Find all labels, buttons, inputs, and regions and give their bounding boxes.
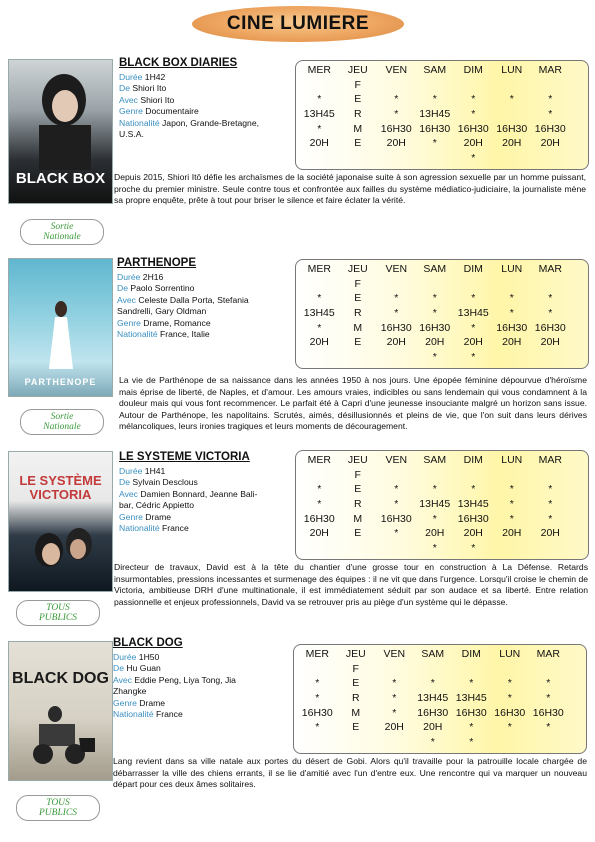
showtime-cell (377, 468, 416, 483)
showtime-cell: 20H (386, 137, 406, 150)
showtime-cell: * (432, 350, 437, 363)
showtime-cell: * (392, 706, 397, 719)
film-synopsis: Depuis 2015, Shiori Itō défie les archaïsmes de la société japonaise suite à son agression sexuelle par un homme puissant, proche du premier ministre. Seule contre tous et confrontée aux failles du système médiatico-judiciaire, la journaliste mène sa propre enquête, prête à tout pour briser le silence et faire éclater la vérité. (114, 172, 586, 206)
showtime-cell (454, 78, 493, 93)
showtime-cell: F (354, 78, 361, 91)
showtime-cell: * (432, 512, 437, 525)
schedule-row (298, 691, 568, 706)
showtime-cell: 16H30 (380, 512, 412, 525)
day-header: DIM (463, 454, 483, 467)
film-info: Durée 1H50 De Hu Guan Avec Eddie Peng, Liya Tong, Jia Zhangke Genre Drame Nationalité France (113, 652, 236, 720)
showtime-cell (529, 735, 568, 750)
showtime-cell: * (317, 122, 322, 135)
showtime-cell (493, 541, 532, 556)
showtime-cell: * (394, 292, 399, 305)
schedule-table (300, 453, 570, 555)
showtime-cell: E (354, 93, 362, 106)
showtime-cell (377, 78, 416, 93)
day-header: JEU (347, 263, 368, 276)
showtime-cell (416, 78, 455, 93)
showtime-cell (531, 541, 570, 556)
audience-badge: TOUS PUBLICS (16, 600, 100, 626)
showtime-cell: 20H (502, 336, 522, 349)
showtime-cell: * (469, 677, 474, 690)
showtime-cell (416, 277, 455, 292)
film-title: BLACK BOX DIARIES (119, 57, 238, 69)
showtime-cell: R (353, 498, 362, 511)
showtime-cell: 13H45 (303, 108, 335, 121)
showtime-cell: * (471, 108, 476, 121)
showtime-cell: 16H30 (532, 706, 564, 719)
showtime-cell: R (353, 108, 362, 121)
showtime-cell (493, 468, 532, 483)
day-header: MAR (538, 454, 562, 467)
showtime-cell: * (317, 498, 322, 511)
schedule-table (300, 262, 570, 364)
day-header: DIM (461, 648, 481, 661)
showtime-cell (531, 78, 570, 93)
showtime-cell: 13H45 (303, 307, 335, 320)
showtime-cell: E (354, 527, 362, 540)
showtime-cell: * (394, 527, 399, 540)
schedule-row (298, 720, 568, 735)
showtime-cell (491, 735, 530, 750)
showtime-cell: R (351, 692, 360, 705)
showtime-cell: 16H30 (380, 321, 412, 334)
day-header: SAM (423, 263, 447, 276)
showtime-cell (300, 277, 339, 292)
showtime-cell: 16H30 (534, 321, 566, 334)
showtime-cell: * (315, 677, 320, 690)
schedule-row (300, 511, 570, 526)
showtime-cell: * (317, 483, 322, 496)
rider-dog-icon (9, 642, 112, 780)
schedule-table (300, 63, 570, 165)
showtime-cell: E (354, 483, 362, 496)
showtime-cell: * (315, 692, 320, 705)
showtime-cell: M (353, 122, 363, 135)
showtime-cell: * (432, 483, 437, 496)
showtime-cell: 16H30 (496, 321, 528, 334)
showtime-cell: 16H30 (534, 122, 566, 135)
showtime-cell: 13H45 (457, 498, 489, 511)
showtime-cell: 16H30 (457, 512, 489, 525)
schedule-row (300, 306, 570, 321)
showtime-cell: F (352, 662, 359, 675)
showtime-cell: 20H (463, 527, 483, 540)
showtime-cell (452, 662, 491, 677)
schedule-box (295, 259, 589, 369)
showtime-cell: 20H (425, 527, 445, 540)
showtime-cell (377, 151, 416, 166)
showtime-cell: M (353, 512, 363, 525)
film-info: Durée 2H16 De Paolo Sorrentino Avec Celeste Dalla Porta, Stefania Sandrelli, Gary Oldman Genre Drame, Romance Nationalité France, Italie (117, 272, 249, 340)
showtime-cell (377, 350, 416, 365)
showtime-cell (377, 277, 416, 292)
showtime-cell: * (471, 321, 476, 334)
day-header: MER (307, 454, 331, 467)
showtime-cell (491, 662, 530, 677)
showtime-cell: * (317, 93, 322, 106)
showtime-cell: 16H30 (380, 122, 412, 135)
day-header: LUN (501, 454, 523, 467)
schedule-row (300, 151, 570, 166)
showtime-cell: 16H30 (455, 706, 487, 719)
showtime-cell: 20H (540, 336, 560, 349)
showtime-cell: * (430, 677, 435, 690)
schedule-header-row (300, 262, 570, 277)
showtime-cell: 20H (386, 336, 406, 349)
day-header: LUN (499, 648, 521, 661)
showtime-cell (529, 662, 568, 677)
day-header: MER (307, 263, 331, 276)
showtime-cell: * (548, 108, 553, 121)
showtime-cell (300, 541, 339, 556)
audience-badge: TOUS PUBLICS (16, 795, 100, 821)
day-header: VEN (383, 648, 406, 661)
film-info: Durée 1H41 De Sylvain Desclous Avec Damien Bonnard, Jeanne Bali- bar, Cédric Appietto Genre Drame Nationalité France (119, 466, 258, 534)
showtime-cell: E (352, 721, 360, 734)
day-header: MAR (536, 648, 560, 661)
schedule-row (300, 92, 570, 107)
showtime-cell: 16H30 (494, 706, 526, 719)
schedule-header-row (300, 453, 570, 468)
schedule-row (300, 277, 570, 292)
showtime-cell: * (546, 692, 551, 705)
showtime-cell: * (315, 721, 320, 734)
day-header: DIM (463, 64, 483, 77)
day-header: SAM (423, 454, 447, 467)
showtime-cell: * (394, 498, 399, 511)
showtime-cell (337, 735, 376, 750)
showtime-cell: * (394, 93, 399, 106)
showtime-cell (375, 735, 414, 750)
film-poster (8, 59, 113, 204)
day-header: MAR (538, 64, 562, 77)
showtime-cell (493, 350, 532, 365)
film-poster (8, 641, 113, 781)
schedule-row (300, 482, 570, 497)
film-title: PARTHENOPE (117, 257, 197, 269)
showtime-cell: * (394, 108, 399, 121)
showtime-cell: M (353, 321, 363, 334)
schedule-row (298, 676, 568, 691)
showtime-cell: * (507, 677, 512, 690)
film-synopsis: Directeur de travaux, David est à la tête du chantier d'une grosse tour en construction à La Défense. Retards insurmontables, pressions incessantes et surmenage des équipes : il ne vit que dans l'urgence. Lorsqu'il croise le chemin de Victoria, ambitieuse DRH d'une multinationale, il est immédiatement séduit par son audace et sa liberté. Entre relation passionnelle et enjeux professionnels, David va se retrouver pris au piège d'un système qui le dépasse. (114, 562, 588, 607)
showtime-cell (416, 151, 455, 166)
schedule-row (300, 497, 570, 512)
showtime-cell: * (471, 541, 476, 554)
showtime-cell (300, 78, 339, 93)
showtime-cell (300, 151, 339, 166)
showtime-cell: 20H (502, 137, 522, 150)
schedule-row (300, 136, 570, 151)
film-poster (8, 451, 113, 592)
showtime-cell (377, 541, 416, 556)
couple-figure-icon (9, 452, 112, 591)
showtime-cell: * (469, 721, 474, 734)
schedule-row (300, 320, 570, 335)
showtime-cell: * (509, 483, 514, 496)
day-header: VEN (385, 64, 408, 77)
showtime-cell: 20H (425, 336, 445, 349)
showtime-cell: * (471, 483, 476, 496)
showtime-cell (339, 151, 378, 166)
showtime-cell: * (392, 692, 397, 705)
showtime-cell: * (548, 307, 553, 320)
showtime-cell: E (352, 677, 360, 690)
showtime-cell: * (471, 151, 476, 164)
showtime-cell: * (548, 483, 553, 496)
showtime-cell: 20H (540, 527, 560, 540)
showtime-cell: 20H (463, 336, 483, 349)
schedule-row (300, 335, 570, 350)
showtime-cell (454, 468, 493, 483)
showtime-cell: * (432, 137, 437, 150)
schedule-row (300, 78, 570, 93)
schedule-box (293, 644, 587, 754)
showtime-cell (531, 277, 570, 292)
schedule-box (295, 450, 589, 560)
showtime-cell (298, 735, 337, 750)
day-header: MAR (538, 263, 562, 276)
showtime-cell (414, 662, 453, 677)
showtime-cell (531, 468, 570, 483)
showtime-cell: * (317, 292, 322, 305)
showtime-cell (375, 662, 414, 677)
day-header: VEN (385, 263, 408, 276)
showtime-cell: * (394, 307, 399, 320)
showtime-cell: * (469, 735, 474, 748)
showtime-cell: 20H (502, 527, 522, 540)
showtime-cell: * (548, 292, 553, 305)
schedule-row (300, 468, 570, 483)
showtime-cell: * (509, 93, 514, 106)
showtime-cell: 20H (309, 527, 329, 540)
schedule-table (298, 647, 568, 749)
woman-figure-icon (9, 259, 112, 396)
showtime-cell: E (354, 292, 362, 305)
schedule-row (300, 121, 570, 136)
showtime-cell: F (354, 277, 361, 290)
showtime-cell: * (509, 512, 514, 525)
showtime-cell: 13H45 (417, 692, 449, 705)
showtime-cell: * (546, 721, 551, 734)
showtime-cell: 16H30 (419, 122, 451, 135)
showtime-cell: * (430, 735, 435, 748)
showtime-cell: * (394, 483, 399, 496)
showtime-cell: F (354, 468, 361, 481)
showtime-cell: 13H45 (419, 498, 451, 511)
film-synopsis: Lang revient dans sa ville natale aux portes du désert de Gobi. Alors qu'il travaille pour la patrouille locale chargée de débarrasser la ville des chiens errants, il se lie d'amitié avec l'un d'entre eux. Une rencontre qui va marquer un nouveau départ pour ces deux âmes solitaires. (113, 756, 587, 790)
schedule-row (298, 705, 568, 720)
schedule-row (298, 735, 568, 750)
showtime-cell: R (353, 307, 362, 320)
showtime-cell: * (432, 307, 437, 320)
showtime-cell: * (471, 350, 476, 363)
showtime-cell: * (548, 512, 553, 525)
film-poster (8, 258, 113, 397)
showtime-cell: 20H (309, 336, 329, 349)
showtime-cell (493, 107, 532, 122)
showtime-cell: * (548, 498, 553, 511)
cinema-title-banner (192, 6, 404, 42)
poster-title: BLACK BOX (15, 170, 106, 187)
showtime-cell (454, 277, 493, 292)
showtime-cell: * (507, 692, 512, 705)
schedule-box (295, 60, 589, 170)
schedule-row (300, 541, 570, 556)
showtime-cell (531, 151, 570, 166)
showtime-cell: 13H45 (457, 307, 489, 320)
showtime-cell (493, 277, 532, 292)
film-synopsis: La vie de Parthénope de sa naissance dans les années 1950 à nos jours. Une épopée féminine dépourvue d'héroïsme mais éprise de liberté, de Naples, et d'amour. Les amours vraies, indicibles ou sans lendemain qui vous condamnent à la douleur mais qui vous font recommencer. Le parfait été à Capri d'une jeunesse insouciante malgré un horizon sans issue. Autour de Parthénope, les napolitains. Scrutés, aimés, désillusionnés et pleins de vie, que l'on suit dans leurs dérives mélancoliques, leurs ironies tragiques et leurs moments de découragement. (119, 375, 587, 432)
showtime-cell: * (546, 677, 551, 690)
showtime-cell: * (471, 93, 476, 106)
showtime-cell (298, 662, 337, 677)
showtime-cell: E (354, 336, 362, 349)
showtime-cell: 13H45 (455, 692, 487, 705)
schedule-header-row (298, 647, 568, 662)
showtime-cell (493, 151, 532, 166)
showtime-cell: 20H (423, 721, 443, 734)
showtime-cell (339, 541, 378, 556)
schedule-row (300, 526, 570, 541)
day-header: SAM (421, 648, 445, 661)
showtime-cell: * (548, 93, 553, 106)
cinema-title: CINE LUMIERE (226, 13, 370, 34)
showtime-cell: 13H45 (419, 108, 451, 121)
showtime-cell: 20H (384, 721, 404, 734)
showtime-cell: 16H30 (417, 706, 449, 719)
schedule-row (300, 291, 570, 306)
showtime-cell: 20H (309, 137, 329, 150)
release-badge: Sortie Nationale (20, 409, 104, 435)
showtime-cell (493, 78, 532, 93)
showtime-cell: * (507, 721, 512, 734)
showtime-cell: * (317, 321, 322, 334)
showtime-cell: 16H30 (303, 512, 335, 525)
day-header: MER (305, 648, 329, 661)
schedule-row (298, 662, 568, 677)
schedule-row (300, 350, 570, 365)
showtime-cell: 16H30 (457, 122, 489, 135)
showtime-cell: 20H (463, 137, 483, 150)
film-title: LE SYSTEME VICTORIA (119, 451, 250, 463)
schedule-row (300, 107, 570, 122)
day-header: JEU (347, 454, 368, 467)
poster-title: LE SYSTÈME VICTORIA (19, 473, 102, 502)
day-header: VEN (385, 454, 408, 467)
showtime-cell: * (432, 93, 437, 106)
day-header: SAM (423, 64, 447, 77)
showtime-cell (339, 350, 378, 365)
showtime-cell: * (509, 292, 514, 305)
showtime-cell: 16H30 (496, 122, 528, 135)
day-header: DIM (463, 263, 483, 276)
showtime-cell: * (509, 498, 514, 511)
showtime-cell: M (351, 706, 361, 719)
schedule-header-row (300, 63, 570, 78)
showtime-cell: * (432, 541, 437, 554)
release-badge: Sortie Nationale (20, 219, 104, 245)
day-header: LUN (501, 64, 523, 77)
showtime-cell (300, 350, 339, 365)
showtime-cell: E (354, 137, 362, 150)
poster-title: PARTHENOPE (24, 377, 97, 387)
day-header: JEU (347, 64, 368, 77)
showtime-cell: * (509, 307, 514, 320)
showtime-cell: 16H30 (301, 706, 333, 719)
poster-title: BLACK DOG (12, 670, 109, 687)
showtime-cell: 20H (540, 137, 560, 150)
showtime-cell (416, 468, 455, 483)
film-info: Durée 1H42 De Shiori Ito Avec Shiori Ito Genre Documentaire Nationalité Japon, Grande-Bretagne, U.S.A. (119, 72, 259, 140)
day-header: LUN (501, 263, 523, 276)
showtime-cell: * (471, 292, 476, 305)
day-header: JEU (345, 648, 366, 661)
showtime-cell (531, 350, 570, 365)
film-title: BLACK DOG (113, 637, 183, 649)
showtime-cell: 16H30 (419, 321, 451, 334)
showtime-cell (300, 468, 339, 483)
day-header: MER (307, 64, 331, 77)
showtime-cell: * (432, 292, 437, 305)
showtime-cell: * (392, 677, 397, 690)
